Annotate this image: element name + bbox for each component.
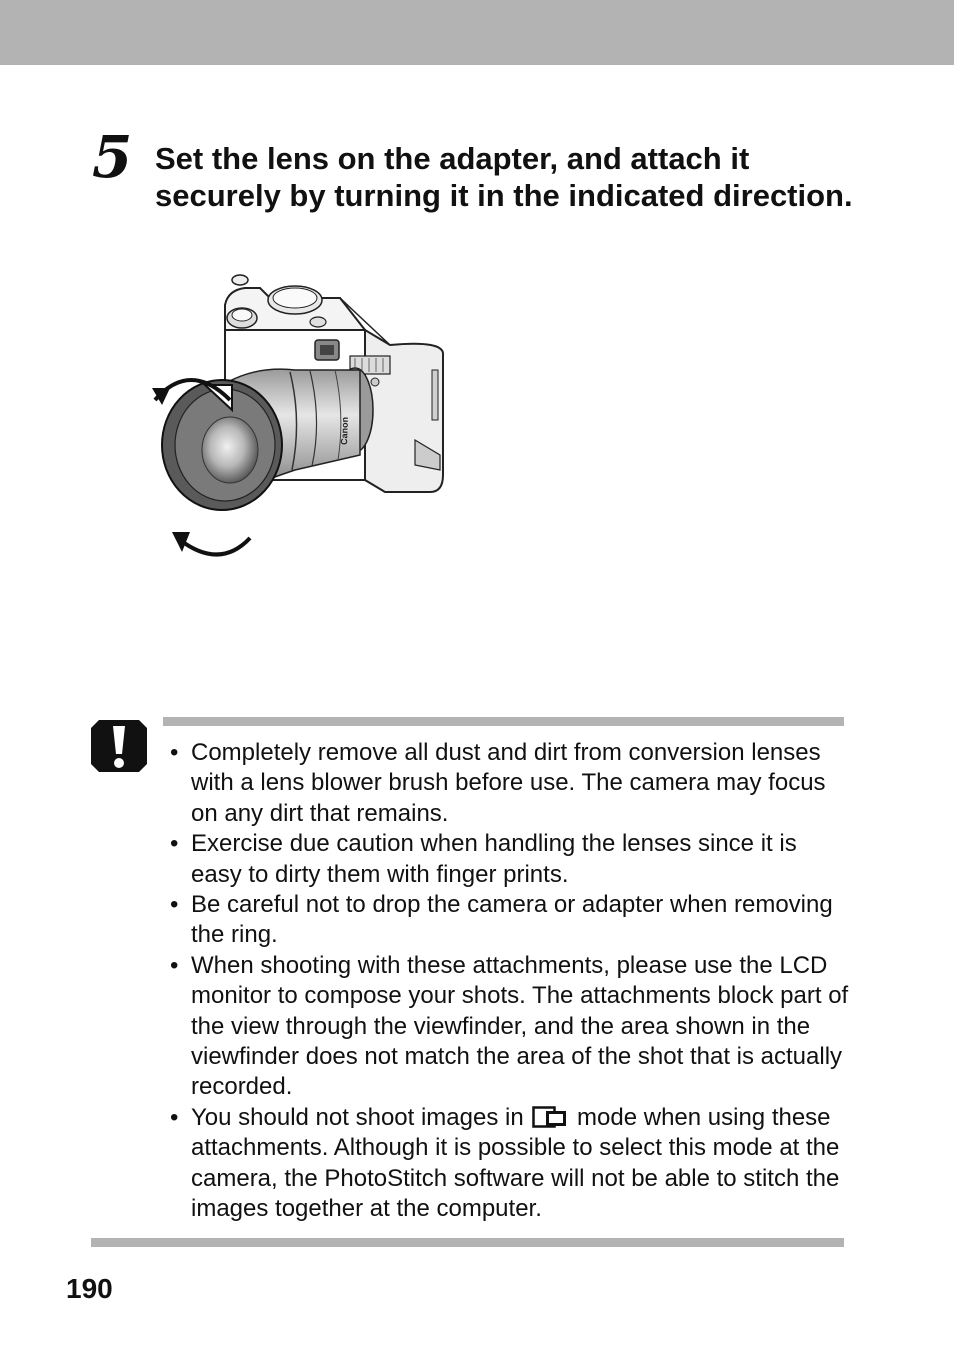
caution-note: • Exercise due caution when handling the lenses since it is easy to dirty them with finger prints. [170, 829, 850, 890]
caution-exclamation-icon [91, 720, 147, 772]
note-text-after-icon: mode when using these attachments. Although it is possible to select this mode at the camera, the PhotoStitch software will not be able to stitch the images together at the computer. [191, 1103, 840, 1223]
caution-bottom-rule [91, 1238, 844, 1247]
stitch-assist-mode-icon [532, 1106, 568, 1128]
caution-top-rule [163, 717, 844, 726]
page-number: 190 [66, 1273, 113, 1304]
camera-with-conversion-lens-illustration [150, 270, 450, 575]
step-number: 5 [92, 123, 133, 191]
caution-note-stitch-assist [170, 1103, 850, 1225]
caution-note: • Completely remove all dust and dirt from conversion lenses with a lens blower brush before use. The camera may focus on any dirt that remains. [170, 738, 850, 829]
caution-notes-list [170, 738, 850, 1225]
caution-note: • When shooting with these attachments, please use the LCD monitor to compose your shots. The attachments block part of the view through the viewfinder, and the area shown in the viewfinder does not match the area of the shot that is actually recorded. [170, 951, 850, 1103]
note-text-before-icon: You should not shoot images in [191, 1103, 524, 1131]
lens-brand-label: Canon [339, 416, 350, 446]
step-title: Set the lens on the adapter, and attach it securely by turning it in the indicated direction. [155, 141, 853, 213]
caution-note: • Be careful not to drop the camera or adapter when removing the ring. [170, 890, 850, 951]
header-band [0, 0, 954, 65]
